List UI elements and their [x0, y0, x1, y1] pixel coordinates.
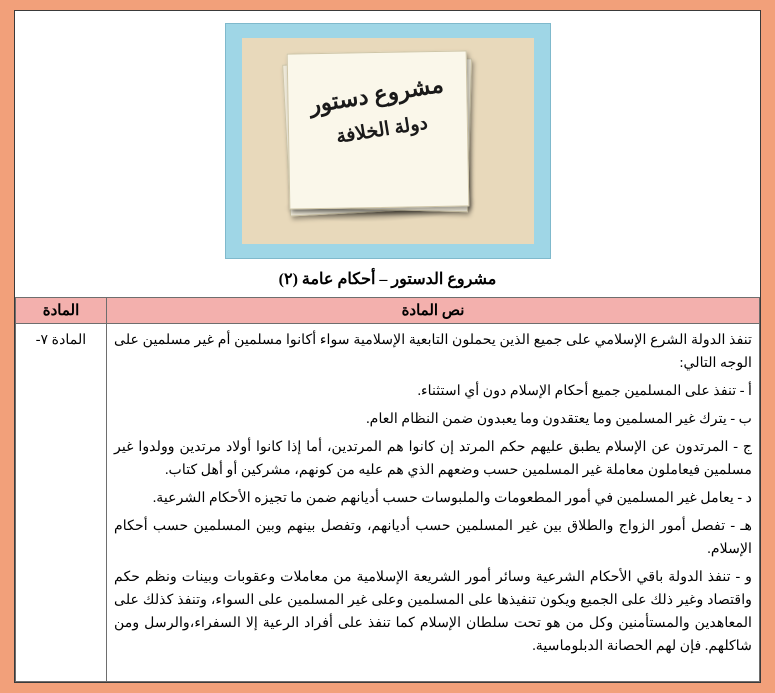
page-title: مشروع الدستور – أحكام عامة (٢) [278, 271, 497, 288]
cover-image-area [15, 11, 760, 263]
article-paragraph: ج - المرتدون عن الإسلام يطبق عليهم حكم المرتد إن كانوا هم المرتدين، أما إذا كانوا أولاد مرتدين وولدوا غير مسلمين فيعاملون معاملة غير المسلمين حسب وضعهم الذي هم عليه من كونهم، مشركين أو أهل كتاب. [114, 439, 752, 478]
table-header-row [16, 298, 760, 324]
cover-title-line1: مشروع دستور [306, 71, 445, 118]
paper-sheet-front [286, 50, 469, 209]
image-frame [225, 23, 551, 259]
article-text-cell [107, 324, 760, 682]
document-page [14, 10, 761, 683]
image-mat [242, 38, 534, 244]
article-paragraph: ب - يترك غير المسلمين وما يعتقدون وما يعبدون ضمن النظام العام. [366, 411, 752, 427]
article-number-cell: المادة ٧- [16, 324, 107, 682]
cover-title-line2: دولة الخلافة [334, 112, 429, 148]
article-paragraph: و - تنفذ الدولة باقي الأحكام الشرعية وسائر أمور الشريعة الإسلامية من معاملات وعقوبات وبينات ونظم حكم واقتصاد وغير ذلك على الجميع ويكون تنفيذها على المسلمين وعلى غير المسلمين على السواء، وتنفذ كذلك على المعاهدين والمستأمنين وكل من هو تحت سلطان الإسلام كما تنفذ على أفراد الرعية إلا السفراء،والرسل ومن شاكلهم. فإن لهم الحصانة الدبلوماسية. [114, 569, 752, 654]
article-paragraph: أ - تنفذ على المسلمين جميع أحكام الإسلام دون أي استثناء. [417, 383, 752, 399]
table-row [16, 324, 760, 682]
article-paragraph: تنفذ الدولة الشرع الإسلامي على جميع الذين يحملون التابعية الإسلامية سواء أكانوا مسلمين أم غير مسلمين على الوجه التالي: [114, 332, 752, 371]
articles-table [15, 297, 760, 682]
column-header-article: المادة [16, 298, 107, 324]
article-paragraph: د - يعامل غير المسلمين في أمور المطعومات والملبوسات حسب أديانهم ضمن ما تجيزه الأحكام الشرعية. [152, 490, 752, 506]
article-paragraph: هـ - تفصل أمور الزواج والطلاق بين غير المسلمين حسب أديانهم، وتفصل بينهم وبين المسلمين حسب أحكام الإسلام. [114, 518, 752, 557]
column-header-text: نص المادة [107, 298, 760, 324]
